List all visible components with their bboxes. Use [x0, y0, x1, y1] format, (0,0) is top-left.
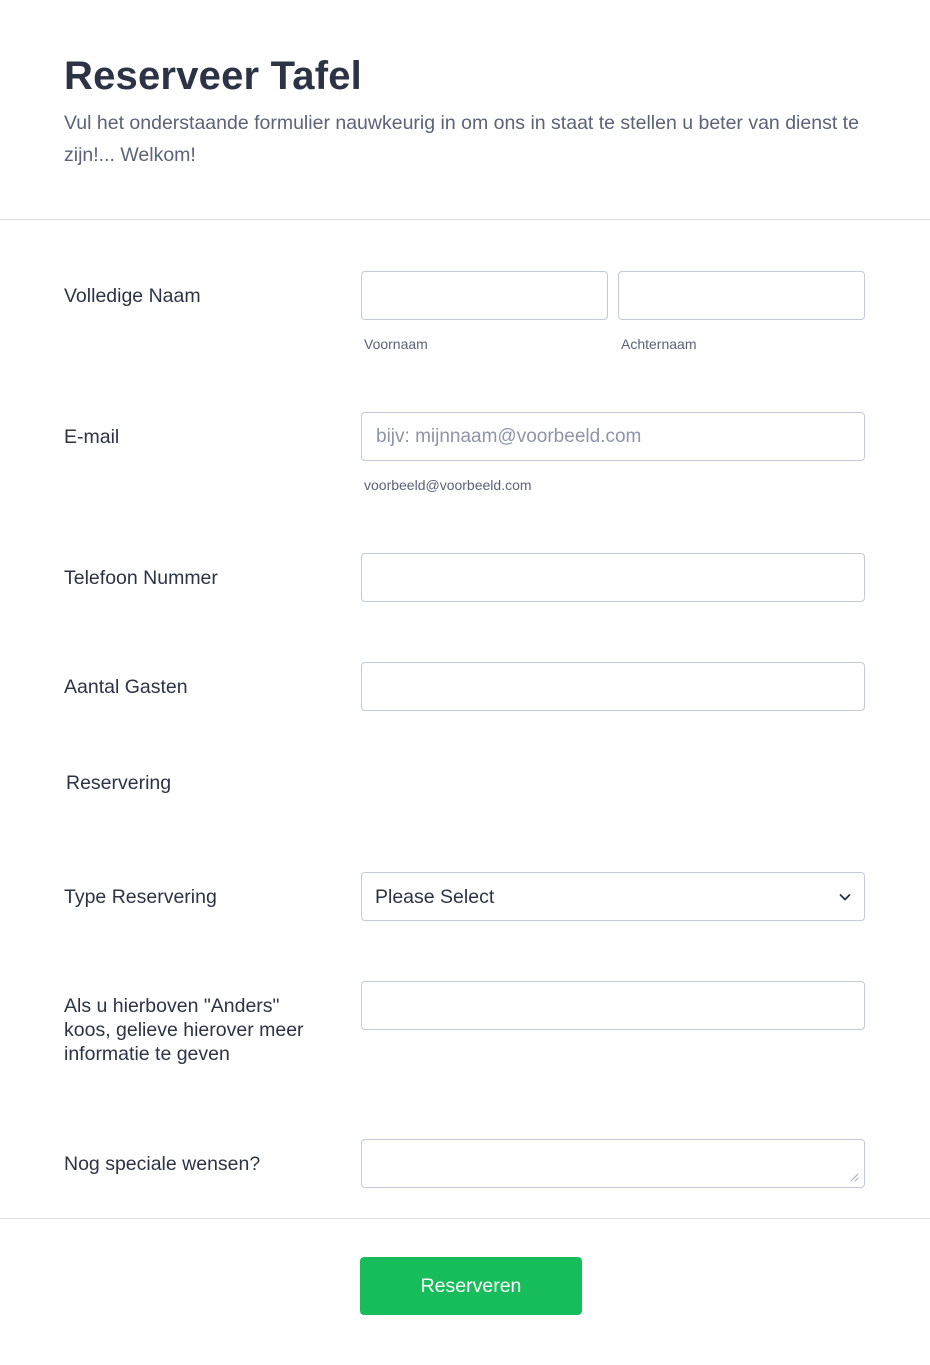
email-label: E-mail: [64, 426, 120, 448]
phone-input[interactable]: [361, 553, 865, 602]
resize-grip-icon[interactable]: [849, 1172, 859, 1182]
reservation-type-select[interactable]: [361, 872, 865, 921]
email-input[interactable]: [361, 412, 865, 461]
guests-input[interactable]: [361, 662, 865, 711]
reservation-type-label: Type Reservering: [64, 886, 217, 908]
section-heading-reservering: Reservering: [66, 772, 172, 794]
full-name-label: Volledige Naam: [64, 285, 201, 307]
last-name-sublabel: Achternaam: [621, 336, 697, 352]
last-name-input[interactable]: [618, 271, 865, 320]
guests-label: Aantal Gasten: [64, 676, 188, 698]
other-info-input[interactable]: [361, 981, 865, 1030]
special-requests-label: Nog speciale wensen?: [64, 1153, 261, 1175]
submit-button[interactable]: Reserveren: [360, 1257, 582, 1315]
page-subtitle: Vul het onderstaande formulier nauwkeurig in om ons in staat te stellen u beter van dienst te zijn!... Welkom!: [64, 112, 859, 166]
email-sublabel: voorbeeld@voorbeeld.com: [364, 477, 532, 493]
other-info-label: Als u hierboven "Anders" koos, gelieve hierover meer informatie te geven: [64, 995, 304, 1065]
chevron-down-icon: [838, 890, 852, 904]
first-name-sublabel: Voornaam: [364, 336, 428, 352]
page-title: Reserveer Tafel: [64, 54, 362, 98]
special-requests-textarea[interactable]: [361, 1139, 865, 1188]
phone-label: Telefoon Nummer: [64, 567, 218, 589]
first-name-input[interactable]: [361, 271, 608, 320]
footer-divider: [0, 1218, 930, 1219]
form-header: [0, 0, 930, 220]
reservation-type-selected-value: Please Select: [375, 886, 495, 908]
